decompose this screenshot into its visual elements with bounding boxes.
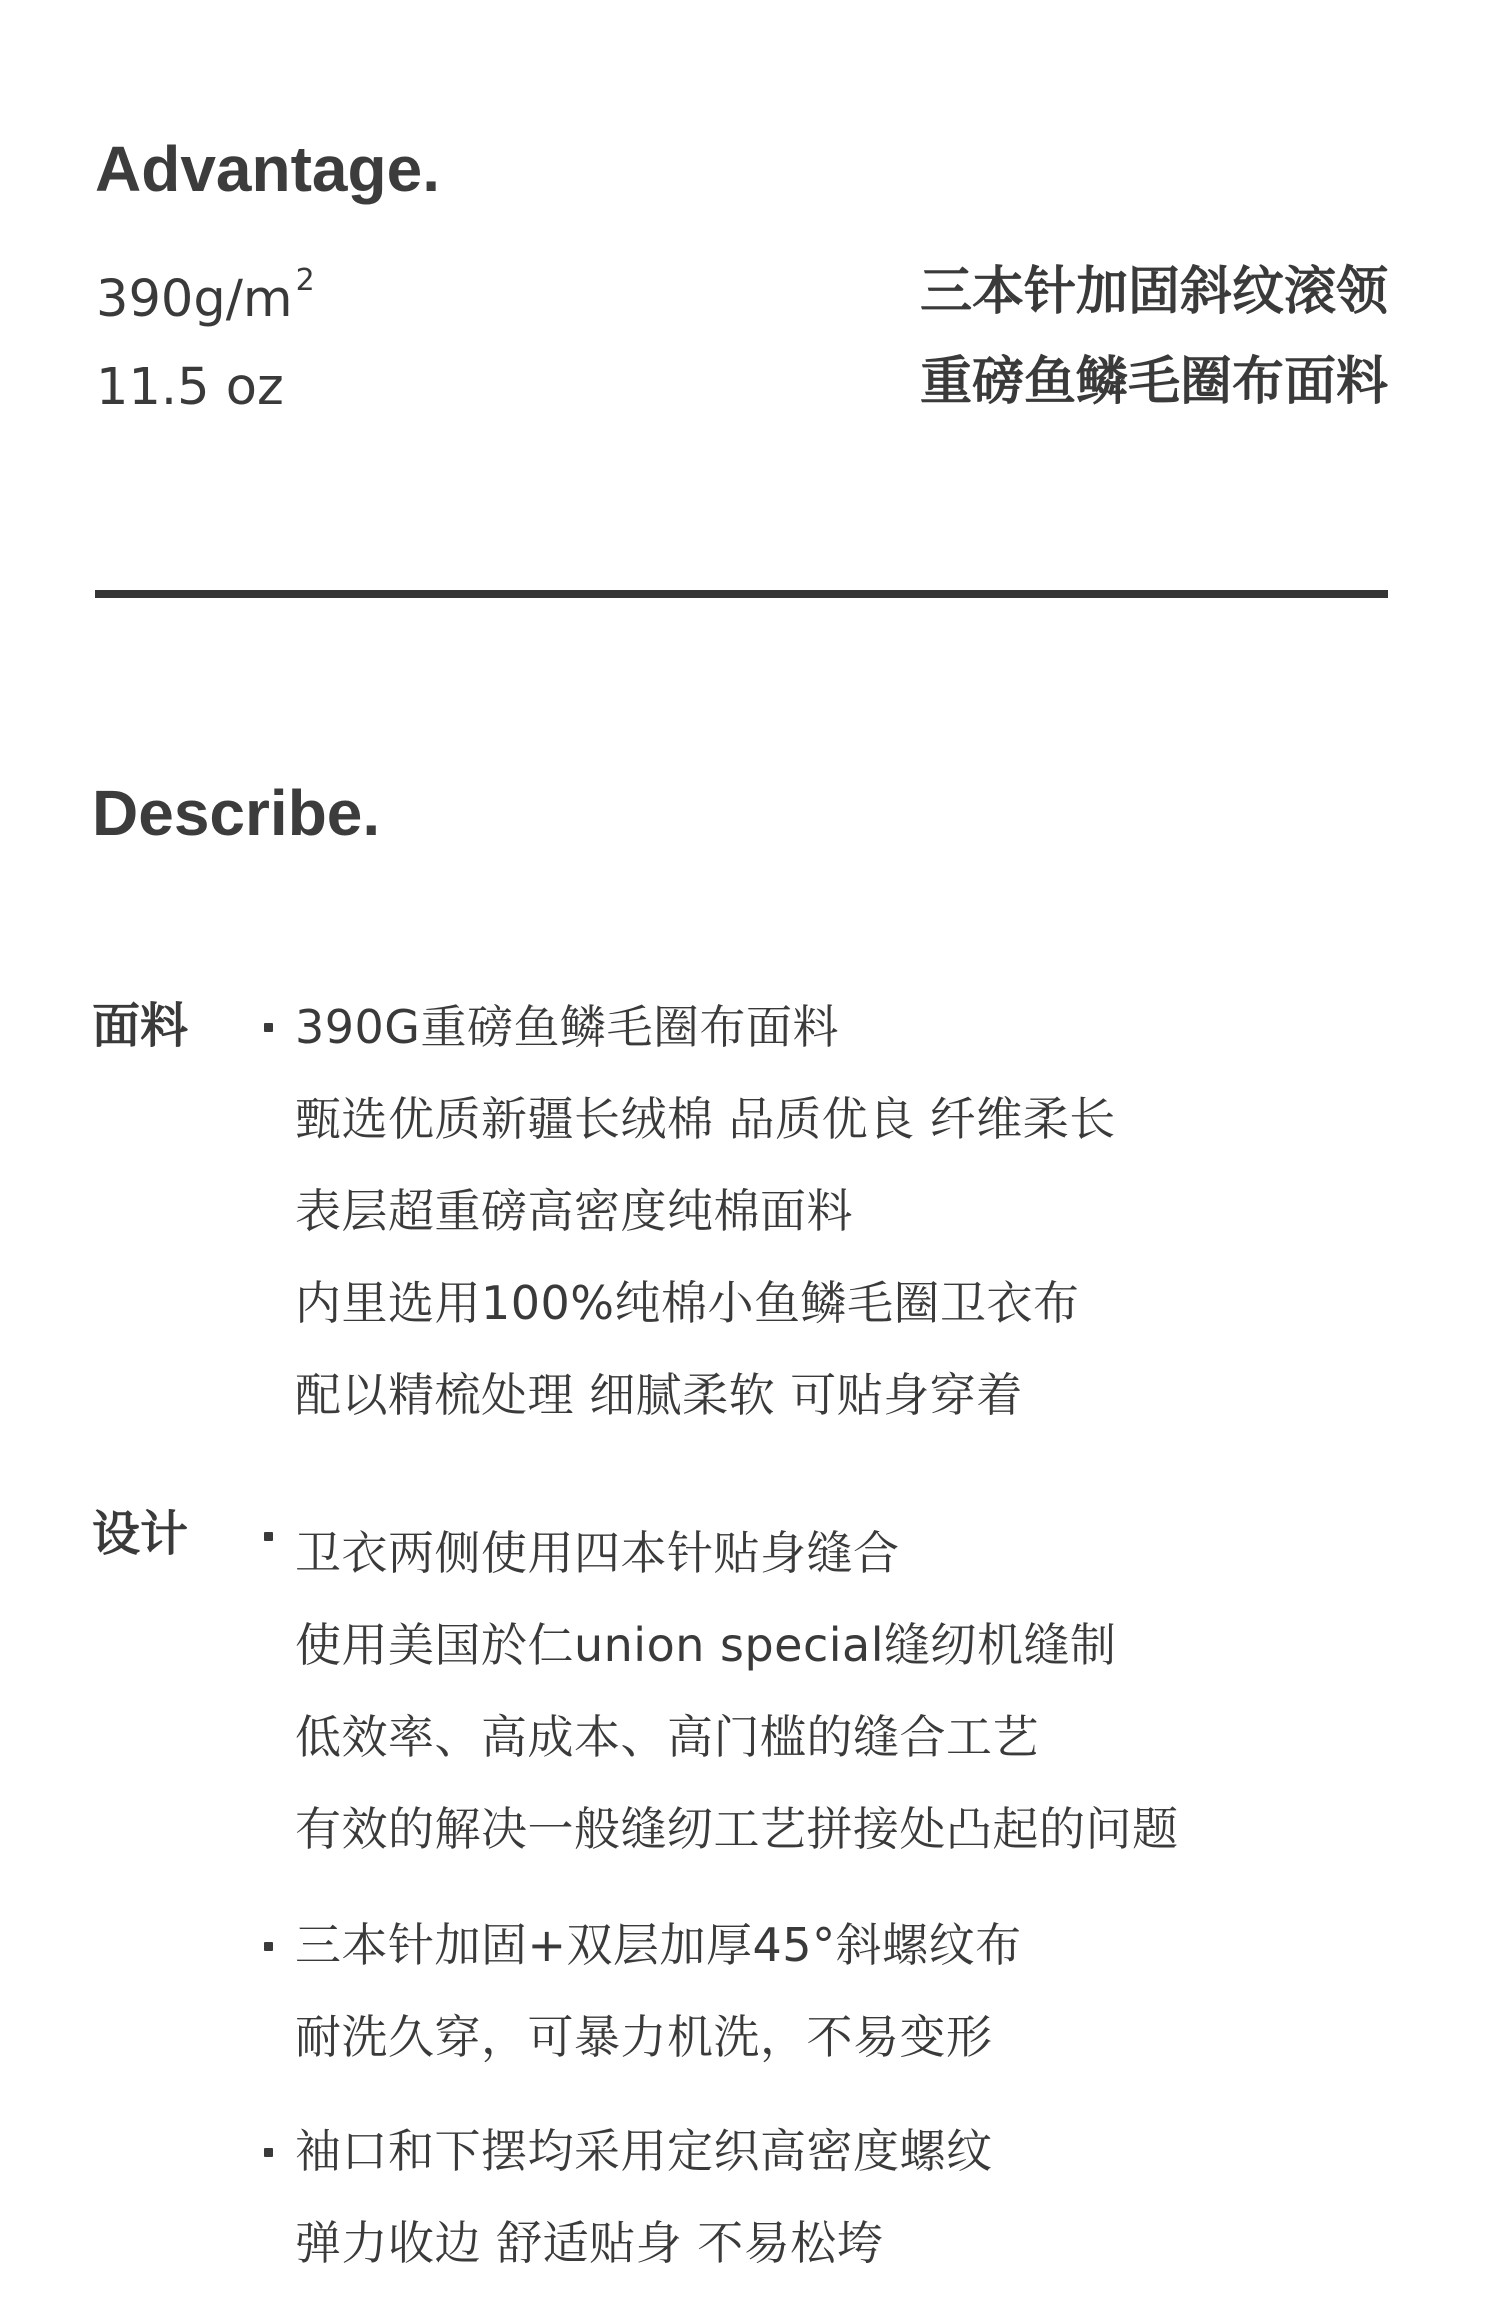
describe-heading: Describe.: [92, 777, 381, 849]
feature-collar: 三本针加固斜纹滚领: [919, 262, 1388, 322]
design-line-7: 袖口和下摆均采用定织高密度螺纹: [295, 2124, 993, 2178]
fabric-weight-superscript: 2: [295, 263, 315, 298]
design-line-5: 三本针加固+双层加厚45°斜螺纹布: [295, 1918, 1022, 1972]
fabric-line-2: 甄选优质新疆长绒棉 品质优良 纤维柔长: [295, 1092, 1116, 1146]
fabric-weight: [96, 263, 315, 329]
fabric-line-4: 内里选用100%纯棉小鱼鳞毛圈卫衣布: [295, 1276, 1080, 1330]
design-line-1: 卫衣两侧使用四本针贴身缝合: [295, 1526, 900, 1580]
design-line-4: 有效的解决一般缝纫工艺拼接处凸起的问题: [295, 1802, 1179, 1856]
category-label-design: 设计: [92, 1506, 189, 1562]
advantage-heading: Advantage.: [95, 133, 440, 205]
fabric-line-1: 390G重磅鱼鳞毛圈布面料: [295, 1000, 839, 1054]
design-line-2: 使用美国於仁union special缝纫机缝制: [295, 1618, 1117, 1672]
design-line-6: 耐洗久穿，可暴力机洗，不易变形: [295, 2010, 993, 2064]
feature-fabric: 重磅鱼鳞毛圈布面料: [919, 352, 1388, 412]
section-divider: [95, 590, 1388, 598]
bullet-point: [264, 1942, 273, 1951]
bullet-point: [264, 1023, 273, 1032]
bullet-point: [264, 2148, 273, 2157]
category-label-fabric: 面料: [92, 998, 189, 1054]
design-line-3: 低效率、高成本、高门槛的缝合工艺: [295, 1710, 1039, 1764]
fabric-ounce: 11.5 oz: [96, 358, 284, 417]
fabric-line-3: 表层超重磅高密度纯棉面料: [295, 1184, 853, 1238]
bullet-point: [264, 1532, 273, 1541]
fabric-line-5: 配以精梳处理 细腻柔软 可贴身穿着: [295, 1368, 1023, 1422]
design-line-8: 弹力收边 舒适贴身 不易松垮: [295, 2216, 884, 2270]
fabric-weight-value: 390g/m: [96, 270, 293, 329]
